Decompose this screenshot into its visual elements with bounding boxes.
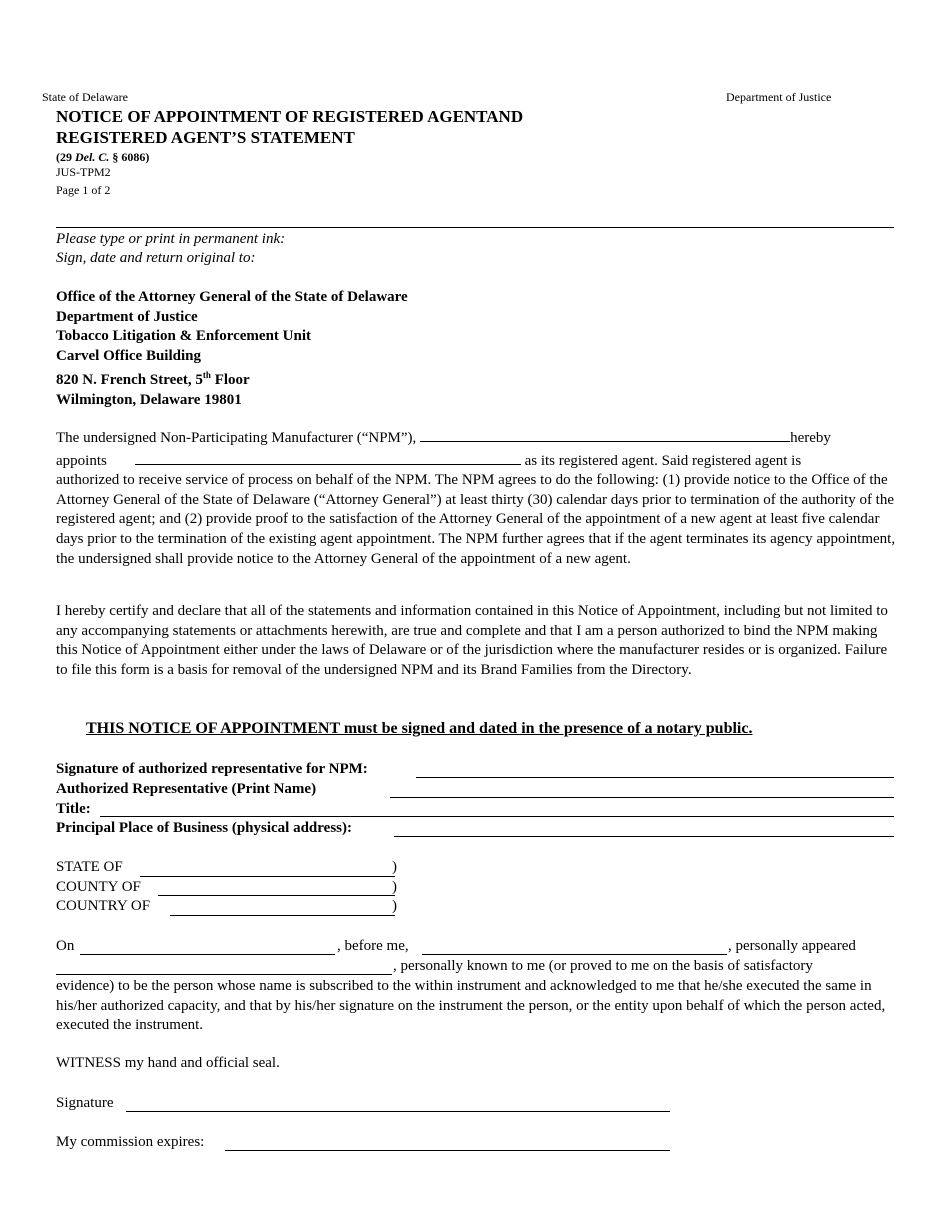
address-floor-suffix: th [202, 370, 211, 381]
notary-signature-label: Signature [56, 1095, 114, 1111]
address-street: 820 N. French Street, 5 [56, 372, 203, 389]
citation-italic: Del. C. [75, 150, 110, 164]
place-of-business-label: Principal Place of Business (physical address): [56, 820, 352, 836]
instruction-line-1: Please type or print in permanent ink: [56, 231, 286, 247]
commission-label: My commission expires: [56, 1134, 205, 1150]
appointment-line-2 [56, 449, 896, 472]
appearing-person-field[interactable] [56, 974, 392, 975]
notary-name-field[interactable] [422, 954, 727, 955]
notary-date-field[interactable] [80, 954, 335, 955]
print-name-field[interactable] [390, 797, 894, 798]
title-line-2: REGISTERED AGENT’S STATEMENT [56, 128, 355, 147]
notary-body: evidence) to be the person whose name is subscribed to the within instrument and acknowledged to me that he/she executed the same in his/her authorized capacity, and that by his/her signature on the instrument the person, or the entity upon behalf of which the person acted, executed the instrument. [56, 978, 886, 1034]
signature-label: Signature of authorized representative for NPM: [56, 761, 368, 777]
form-code: JUS-TPM2 [56, 165, 111, 179]
notary-notice: THIS NOTICE OF APPOINTMENT must be signed and dated in the presence of a notary public. [86, 720, 753, 737]
county-of-label: COUNTY OF [56, 879, 141, 895]
county-paren: ) [392, 879, 397, 895]
state-of-label: STATE OF [56, 859, 123, 875]
place-of-business-field[interactable] [394, 836, 894, 837]
page-number: Page 1 of 2 [56, 183, 111, 197]
address-line-1: Office of the Attorney General of the State of Delaware [56, 289, 408, 305]
signature-field[interactable] [416, 777, 894, 778]
title-field[interactable] [100, 816, 894, 817]
title-line-1: NOTICE OF APPOINTMENT OF REGISTERED AGENTAND [56, 107, 524, 126]
address-floor: Floor [210, 372, 250, 389]
notary-signature-field[interactable] [126, 1111, 670, 1112]
notary-on: On [56, 938, 75, 954]
instruction-line-2: Sign, date and return original to: [56, 250, 256, 266]
certification-paragraph: I hereby certify and declare that all of the statements and information contained in this Notice of Appointment, including but not limited to any accompanying statements or attachments herewith, are true and complete and that I am a person authorized to bind the NPM making this Notice of Appointment either under the laws of Delaware or of the jurisdiction where the manufacturer resides or is organized. Failure to file this form is a basis for removal of the undersigned NPM and its Brand Families from the Directory. [56, 603, 888, 678]
country-of-label: COUNTRY OF [56, 898, 151, 914]
witness-line: WITNESS my hand and official seal. [56, 1055, 280, 1071]
address-line-2: Department of Justice [56, 308, 198, 325]
title-label: Title: [56, 801, 91, 817]
notary-appeared: , personally appeared [728, 938, 856, 954]
notary-known: , personally known to me (or proved to me on the basis of satisfactory [393, 958, 813, 974]
appointment-lead: The undersigned Non-Participating Manufacturer (“NPM”), [56, 430, 417, 446]
return-address [56, 288, 408, 411]
citation-pre: (29 [56, 150, 75, 164]
county-of-field[interactable] [158, 895, 395, 896]
country-paren: ) [392, 898, 397, 914]
address-line-6: Wilmington, Delaware 19801 [56, 391, 242, 408]
notary-before-me: , before me, [337, 938, 409, 954]
address-line-3: Tobacco Litigation & Enforcement Unit [56, 328, 311, 345]
agent-name-field[interactable] [135, 449, 521, 465]
citation-post: § 6086) [109, 150, 150, 164]
commission-expires-field[interactable] [225, 1150, 670, 1151]
country-of-field[interactable] [170, 915, 395, 916]
npm-name-field[interactable] [420, 426, 790, 442]
appointment-as-agent: as its registered agent. Said registered agent is [524, 452, 802, 469]
appointment-paragraph [56, 426, 896, 569]
state-paren: ) [392, 859, 397, 875]
address-line-5 [56, 366, 408, 391]
department-label: Department of Justice [726, 90, 832, 104]
appointment-body: authorized to receive service of process on behalf of the NPM. The NPM agrees to do the following: (1) provide notice to the Office of the Attorney General of the State of Delaware (“Attorney General”) at least thirty (30) calendar days prior to termination of the authority of the registered agent; and (2) provide proof to the satisfaction of the Attorney General of the appointment of a new agent at least five calendar days prior to the termination of the existing agent appointment. The NPM further agrees that if the agent terminates its agency appointment, the undersigned shall provide notice to the Attorney General of the appointment of a new agent. [56, 472, 896, 567]
state-of-field[interactable] [140, 876, 395, 877]
form-title [56, 106, 523, 148]
print-name-label: Authorized Representative (Print Name) [56, 781, 317, 797]
address-line-4: Carvel Office Building [56, 347, 201, 364]
header-divider [56, 227, 894, 228]
state-label: State of Delaware [42, 90, 128, 104]
instructions [56, 230, 285, 268]
appointment-line-1 [56, 426, 896, 449]
appointment-appoints: appoints [56, 452, 107, 469]
appointment-hereby: hereby [790, 430, 831, 446]
